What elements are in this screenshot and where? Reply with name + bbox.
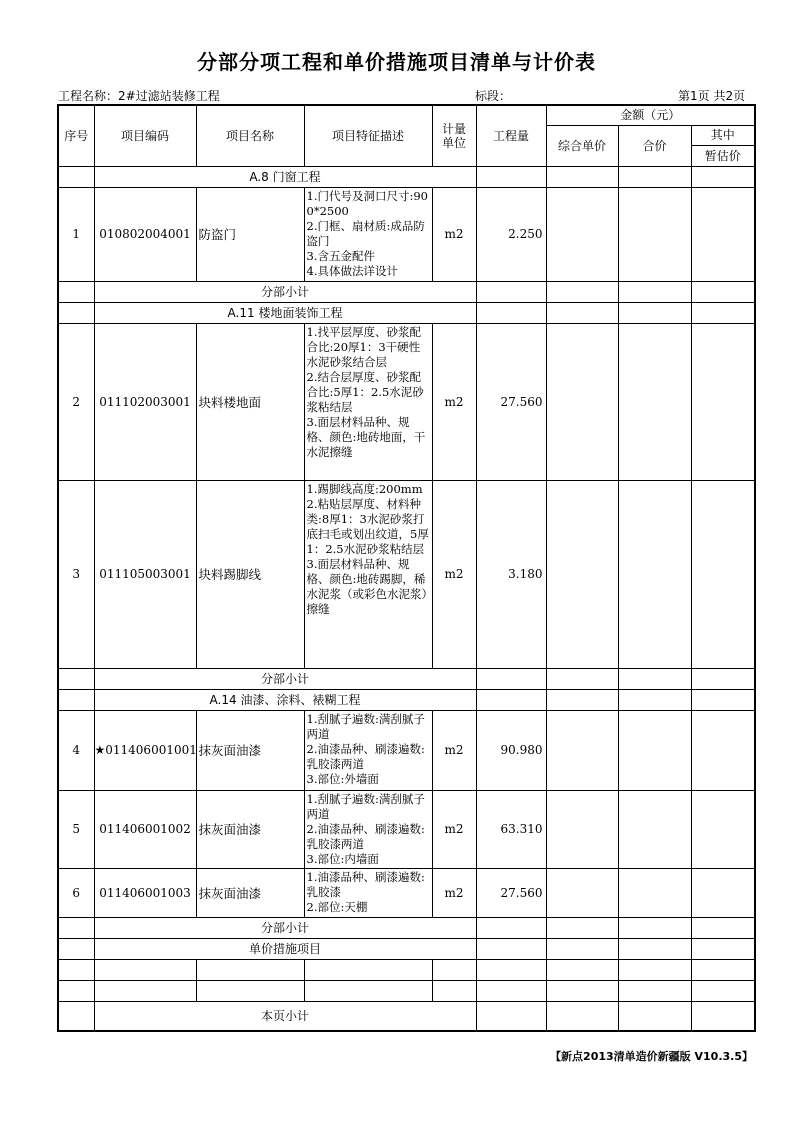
item-name: 防盗门 xyxy=(196,187,304,281)
subtotal-row xyxy=(58,668,755,689)
empty-cell xyxy=(691,302,755,323)
empty-cell xyxy=(58,959,94,980)
item-desc: 1.找平层厚度、砂浆配合比:20厚1：3干硬性水泥砂浆结合层 2.结合层厚度、砂浆配合比:5厚1：2.5水泥砂浆粘结层 3.面层材料品种、规格、颜色:地砖地面，干水泥擦缝 xyxy=(304,323,432,480)
empty-cell xyxy=(618,1001,691,1031)
item-seq: 2 xyxy=(58,323,94,480)
empty-cell xyxy=(546,323,618,480)
section-row xyxy=(58,938,755,959)
empty-cell xyxy=(546,868,618,917)
item-qty: 3.180 xyxy=(476,480,546,668)
empty-cell xyxy=(691,187,755,281)
empty-cell xyxy=(546,710,618,790)
item-name: 块料踢脚线 xyxy=(196,480,304,668)
empty-row xyxy=(58,959,755,980)
item-name: 抹灰面油漆 xyxy=(196,868,304,917)
header-provisional: 暂估价 xyxy=(691,145,755,166)
empty-cell xyxy=(691,166,755,187)
item-qty: 27.560 xyxy=(476,868,546,917)
empty-cell xyxy=(476,938,546,959)
header-total: 合价 xyxy=(618,125,691,166)
item-desc: 1.踢脚线高度:200mm 2.粘贴层厚度、材料种类:8厚1：3水泥砂浆打底扫毛或划出纹道，5厚1：2.5水泥砂浆粘结层 3.面层材料品种、规格、颜色:地砖踢脚，稀水泥浆（或彩色水泥浆）擦缝 xyxy=(304,480,432,668)
empty-cell xyxy=(58,689,94,710)
item-code: 011406001002 xyxy=(94,790,196,868)
section-row xyxy=(58,166,755,187)
item-qty: 63.310 xyxy=(476,790,546,868)
empty-cell xyxy=(618,302,691,323)
item-qty: 2.250 xyxy=(476,187,546,281)
empty-cell xyxy=(618,980,691,1001)
subtotal-label: 分部小计 xyxy=(94,917,476,938)
empty-cell xyxy=(691,917,755,938)
empty-cell xyxy=(58,281,94,302)
item-code: ★011406001001 xyxy=(94,710,196,790)
empty-cell xyxy=(618,323,691,480)
empty-cell xyxy=(546,938,618,959)
measures-title: 单价措施项目 xyxy=(94,938,476,959)
empty-cell xyxy=(618,668,691,689)
empty-cell xyxy=(618,281,691,302)
subtotal-label: 分部小计 xyxy=(94,668,476,689)
item-name: 抹灰面油漆 xyxy=(196,710,304,790)
empty-cell xyxy=(476,689,546,710)
empty-cell xyxy=(546,980,618,1001)
header-name: 项目名称 xyxy=(196,105,304,166)
empty-cell xyxy=(618,166,691,187)
empty-cell xyxy=(432,980,476,1001)
empty-cell xyxy=(618,187,691,281)
empty-cell xyxy=(196,980,304,1001)
empty-cell xyxy=(546,790,618,868)
empty-cell xyxy=(618,790,691,868)
item-qty: 27.560 xyxy=(476,323,546,480)
empty-cell xyxy=(618,959,691,980)
section-row xyxy=(58,689,755,710)
empty-cell xyxy=(546,1001,618,1031)
page-subtotal-row xyxy=(58,1001,755,1031)
item-code: 010802004001 xyxy=(94,187,196,281)
page-title: 分部分项工程和单价措施项目清单与计价表 xyxy=(197,50,596,74)
empty-cell xyxy=(476,668,546,689)
software-footer: 【新点2013清单造价新疆版 V10.3.5】 xyxy=(550,1050,753,1063)
empty-cell xyxy=(691,710,755,790)
table-row xyxy=(58,323,755,480)
empty-cell xyxy=(691,980,755,1001)
empty-cell xyxy=(691,959,755,980)
empty-cell xyxy=(476,959,546,980)
item-seq: 3 xyxy=(58,480,94,668)
header-unit-price: 综合单价 xyxy=(546,125,618,166)
empty-cell xyxy=(476,166,546,187)
empty-cell xyxy=(58,668,94,689)
table-row xyxy=(58,480,755,668)
empty-cell xyxy=(691,790,755,868)
section-label: 标段： xyxy=(475,89,512,103)
empty-cell xyxy=(618,689,691,710)
item-seq: 6 xyxy=(58,868,94,917)
item-code: 011102003001 xyxy=(94,323,196,480)
empty-cell xyxy=(546,480,618,668)
empty-cell xyxy=(476,1001,546,1031)
section-title: A.11 楼地面装饰工程 xyxy=(94,302,476,323)
empty-cell xyxy=(691,868,755,917)
empty-cell xyxy=(196,959,304,980)
empty-cell xyxy=(691,323,755,480)
item-seq: 5 xyxy=(58,790,94,868)
table-row xyxy=(58,187,755,281)
item-name: 块料楼地面 xyxy=(196,323,304,480)
empty-cell xyxy=(546,668,618,689)
empty-cell xyxy=(546,959,618,980)
empty-cell xyxy=(546,302,618,323)
item-desc: 1.刮腻子遍数:满刮腻子两道 2.油漆品种、刷漆遍数:乳胶漆两道 3.部位:外墙面 xyxy=(304,710,432,790)
empty-cell xyxy=(476,980,546,1001)
empty-cell xyxy=(618,917,691,938)
page-subtotal-label: 本页小计 xyxy=(94,1001,476,1031)
item-seq: 4 xyxy=(58,710,94,790)
header-qty: 工程量 xyxy=(476,105,546,166)
item-unit: m2 xyxy=(432,790,476,868)
item-desc: 1.刮腻子遍数:满刮腻子两道 2.油漆品种、刷漆遍数:乳胶漆两道 3.部位:内墙面 xyxy=(304,790,432,868)
item-code: 011105003001 xyxy=(94,480,196,668)
item-unit: m2 xyxy=(432,323,476,480)
subtotal-label: 分部小计 xyxy=(94,281,476,302)
empty-cell xyxy=(691,281,755,302)
empty-cell xyxy=(546,689,618,710)
empty-cell xyxy=(546,917,618,938)
empty-cell xyxy=(546,281,618,302)
item-unit: m2 xyxy=(432,187,476,281)
empty-cell xyxy=(691,938,755,959)
item-name: 抹灰面油漆 xyxy=(196,790,304,868)
empty-cell xyxy=(304,980,432,1001)
empty-cell xyxy=(546,166,618,187)
empty-row xyxy=(58,980,755,1001)
empty-cell xyxy=(691,1001,755,1031)
table-row xyxy=(58,790,755,868)
header-code: 项目编码 xyxy=(94,105,196,166)
empty-cell xyxy=(618,710,691,790)
item-code: 011406001003 xyxy=(94,868,196,917)
header-unit: 计量单位 xyxy=(432,105,476,166)
empty-cell xyxy=(58,166,94,187)
item-desc: 1.门代号及洞口尺寸:900*2500 2.门框、扇材质:成品防盗门 3.含五金配件 4.具体做法详设计 xyxy=(304,187,432,281)
subtotal-row xyxy=(58,281,755,302)
item-desc: 1.油漆品种、刷漆遍数:乳胶漆 2.部位:天棚 xyxy=(304,868,432,917)
project-name: 工程名称：2#过滤站装修工程 xyxy=(58,89,220,103)
empty-cell xyxy=(58,1001,94,1031)
header-amount: 金额（元） xyxy=(546,105,755,125)
table-row xyxy=(58,868,755,917)
empty-cell xyxy=(94,959,196,980)
header-desc: 项目特征描述 xyxy=(304,105,432,166)
item-unit: m2 xyxy=(432,868,476,917)
section-title: A.14 油漆、涂料、裱糊工程 xyxy=(94,689,476,710)
empty-cell xyxy=(94,980,196,1001)
empty-cell xyxy=(58,980,94,1001)
empty-cell xyxy=(691,668,755,689)
page-indicator: 第1页 共2页 xyxy=(678,89,746,103)
empty-cell xyxy=(58,302,94,323)
subtotal-row xyxy=(58,917,755,938)
empty-cell xyxy=(618,938,691,959)
empty-cell xyxy=(58,938,94,959)
item-unit: m2 xyxy=(432,710,476,790)
item-qty: 90.980 xyxy=(476,710,546,790)
section-title: A.8 门窗工程 xyxy=(94,166,476,187)
empty-cell xyxy=(618,868,691,917)
empty-cell xyxy=(476,281,546,302)
empty-cell xyxy=(691,480,755,668)
empty-cell xyxy=(304,959,432,980)
section-row xyxy=(58,302,755,323)
table-row xyxy=(58,710,755,790)
item-seq: 1 xyxy=(58,187,94,281)
empty-cell xyxy=(58,917,94,938)
empty-cell xyxy=(432,959,476,980)
header-seq: 序号 xyxy=(58,105,94,166)
empty-cell xyxy=(546,187,618,281)
bill-of-quantities-table xyxy=(57,104,756,1032)
empty-cell xyxy=(476,917,546,938)
item-unit: m2 xyxy=(432,480,476,668)
header-of-which: 其中 xyxy=(691,125,755,145)
empty-cell xyxy=(691,689,755,710)
empty-cell xyxy=(476,302,546,323)
empty-cell xyxy=(618,480,691,668)
